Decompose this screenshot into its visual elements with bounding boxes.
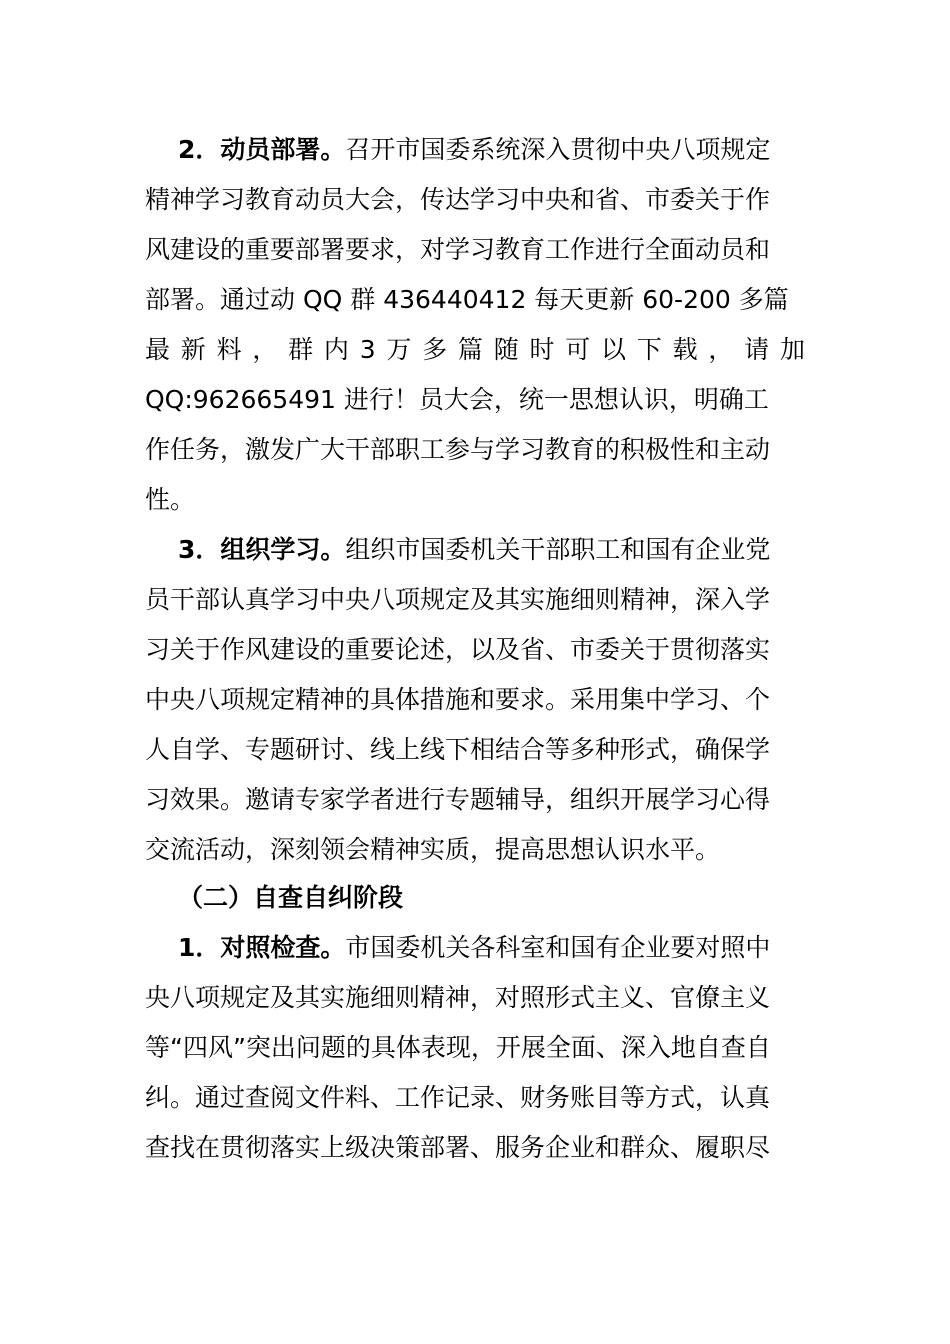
- paragraph-3-line-5: 人自学、专题研讨、线上线下相结合等多种形式，确保学: [145, 735, 771, 764]
- char: 新: [180, 335, 206, 364]
- paragraph-3-line-6: 习效果。邀请专家学者进行专题辅导，组织开展学习心得: [145, 785, 771, 814]
- paragraph-3-line-3: 习关于作风建设的重要论述，以及省、市委关于贯彻落实: [145, 635, 771, 664]
- section-heading: （二）自查自纠阶段: [178, 883, 404, 912]
- char: ，: [708, 335, 734, 364]
- paragraph-4-line-4: 纠。通过查阅文件料、工作记录、财务账目等方式，认真: [145, 1083, 771, 1112]
- paragraph-2-heading: 2．动员部署。: [178, 135, 346, 164]
- paragraph-2-line-2: 精神学习教育动员大会，传达学习中央和省、市委关于作: [145, 185, 771, 214]
- char: 篇: [457, 335, 483, 364]
- char: 料: [216, 335, 242, 364]
- char: 时: [529, 335, 555, 364]
- char: 多: [422, 335, 448, 364]
- char: 3: [359, 335, 376, 364]
- char: 群: [288, 335, 314, 364]
- char: 万: [386, 335, 412, 364]
- paragraph-4-line-3: 等“四风”突出问题的具体表现，开展全面、深入地自查自: [145, 1033, 771, 1062]
- paragraph-3-line-4: 中央八项规定精神的具体措施和要求。采用集中学习、个: [145, 685, 771, 714]
- paragraph-4-line-1: [178, 923, 805, 973]
- char: 可: [565, 335, 591, 364]
- char: 载: [672, 335, 698, 364]
- paragraph-4-line-5: 查找在贯彻落实上级决策部署、服务企业和群众、履职尽: [145, 1133, 771, 1162]
- paragraph-2-line-8: 性。: [145, 485, 196, 514]
- paragraph-3-line-7: 交流活动，深刻领会精神实质，提高思想认识水平。: [145, 835, 721, 864]
- paragraph-3-heading: 3．组织学习。: [178, 535, 346, 564]
- paragraph-4-line-2: 央八项规定及其实施细则精神，对照形式主义、官僚主义: [145, 983, 771, 1012]
- char: 随: [493, 335, 519, 364]
- paragraph-2-line-6: QQ:962665491 进行！员大会，统一思想认识，明确工: [145, 385, 769, 414]
- char: 加: [779, 335, 805, 364]
- char: 下: [636, 335, 662, 364]
- char: 内: [323, 335, 349, 364]
- paragraph-2-line-1: [178, 125, 805, 175]
- paragraph-2-line-4: 部署。通过动 QQ 群 436440412 每天更新 60-200 多篇: [145, 285, 789, 314]
- paragraph-2-line-7: 作任务，激发广大干部职工参与学习教育的积极性和主动: [145, 435, 771, 464]
- paragraph-3-text: 组织市国委机关干部职工和国有企业党: [345, 535, 771, 564]
- paragraph-2-line-5: [145, 325, 805, 375]
- paragraph-2-text: 召开市国委系统深入贯彻中央八项规定: [345, 135, 771, 164]
- char: 最: [145, 335, 171, 364]
- char: 以: [601, 335, 627, 364]
- char: 请: [744, 335, 770, 364]
- char: ，: [252, 335, 278, 364]
- paragraph-3-line-1: [178, 525, 805, 575]
- paragraph-3-line-2: 员干部认真学习中央八项规定及其实施细则精神，深入学: [145, 585, 771, 614]
- paragraph-2-line-3: 风建设的重要部署要求，对学习教育工作进行全面动员和: [145, 235, 771, 264]
- paragraph-4-heading: 1．对照检查。: [178, 933, 346, 962]
- paragraph-4-text: 市国委机关各科室和国有企业要对照中: [345, 933, 771, 962]
